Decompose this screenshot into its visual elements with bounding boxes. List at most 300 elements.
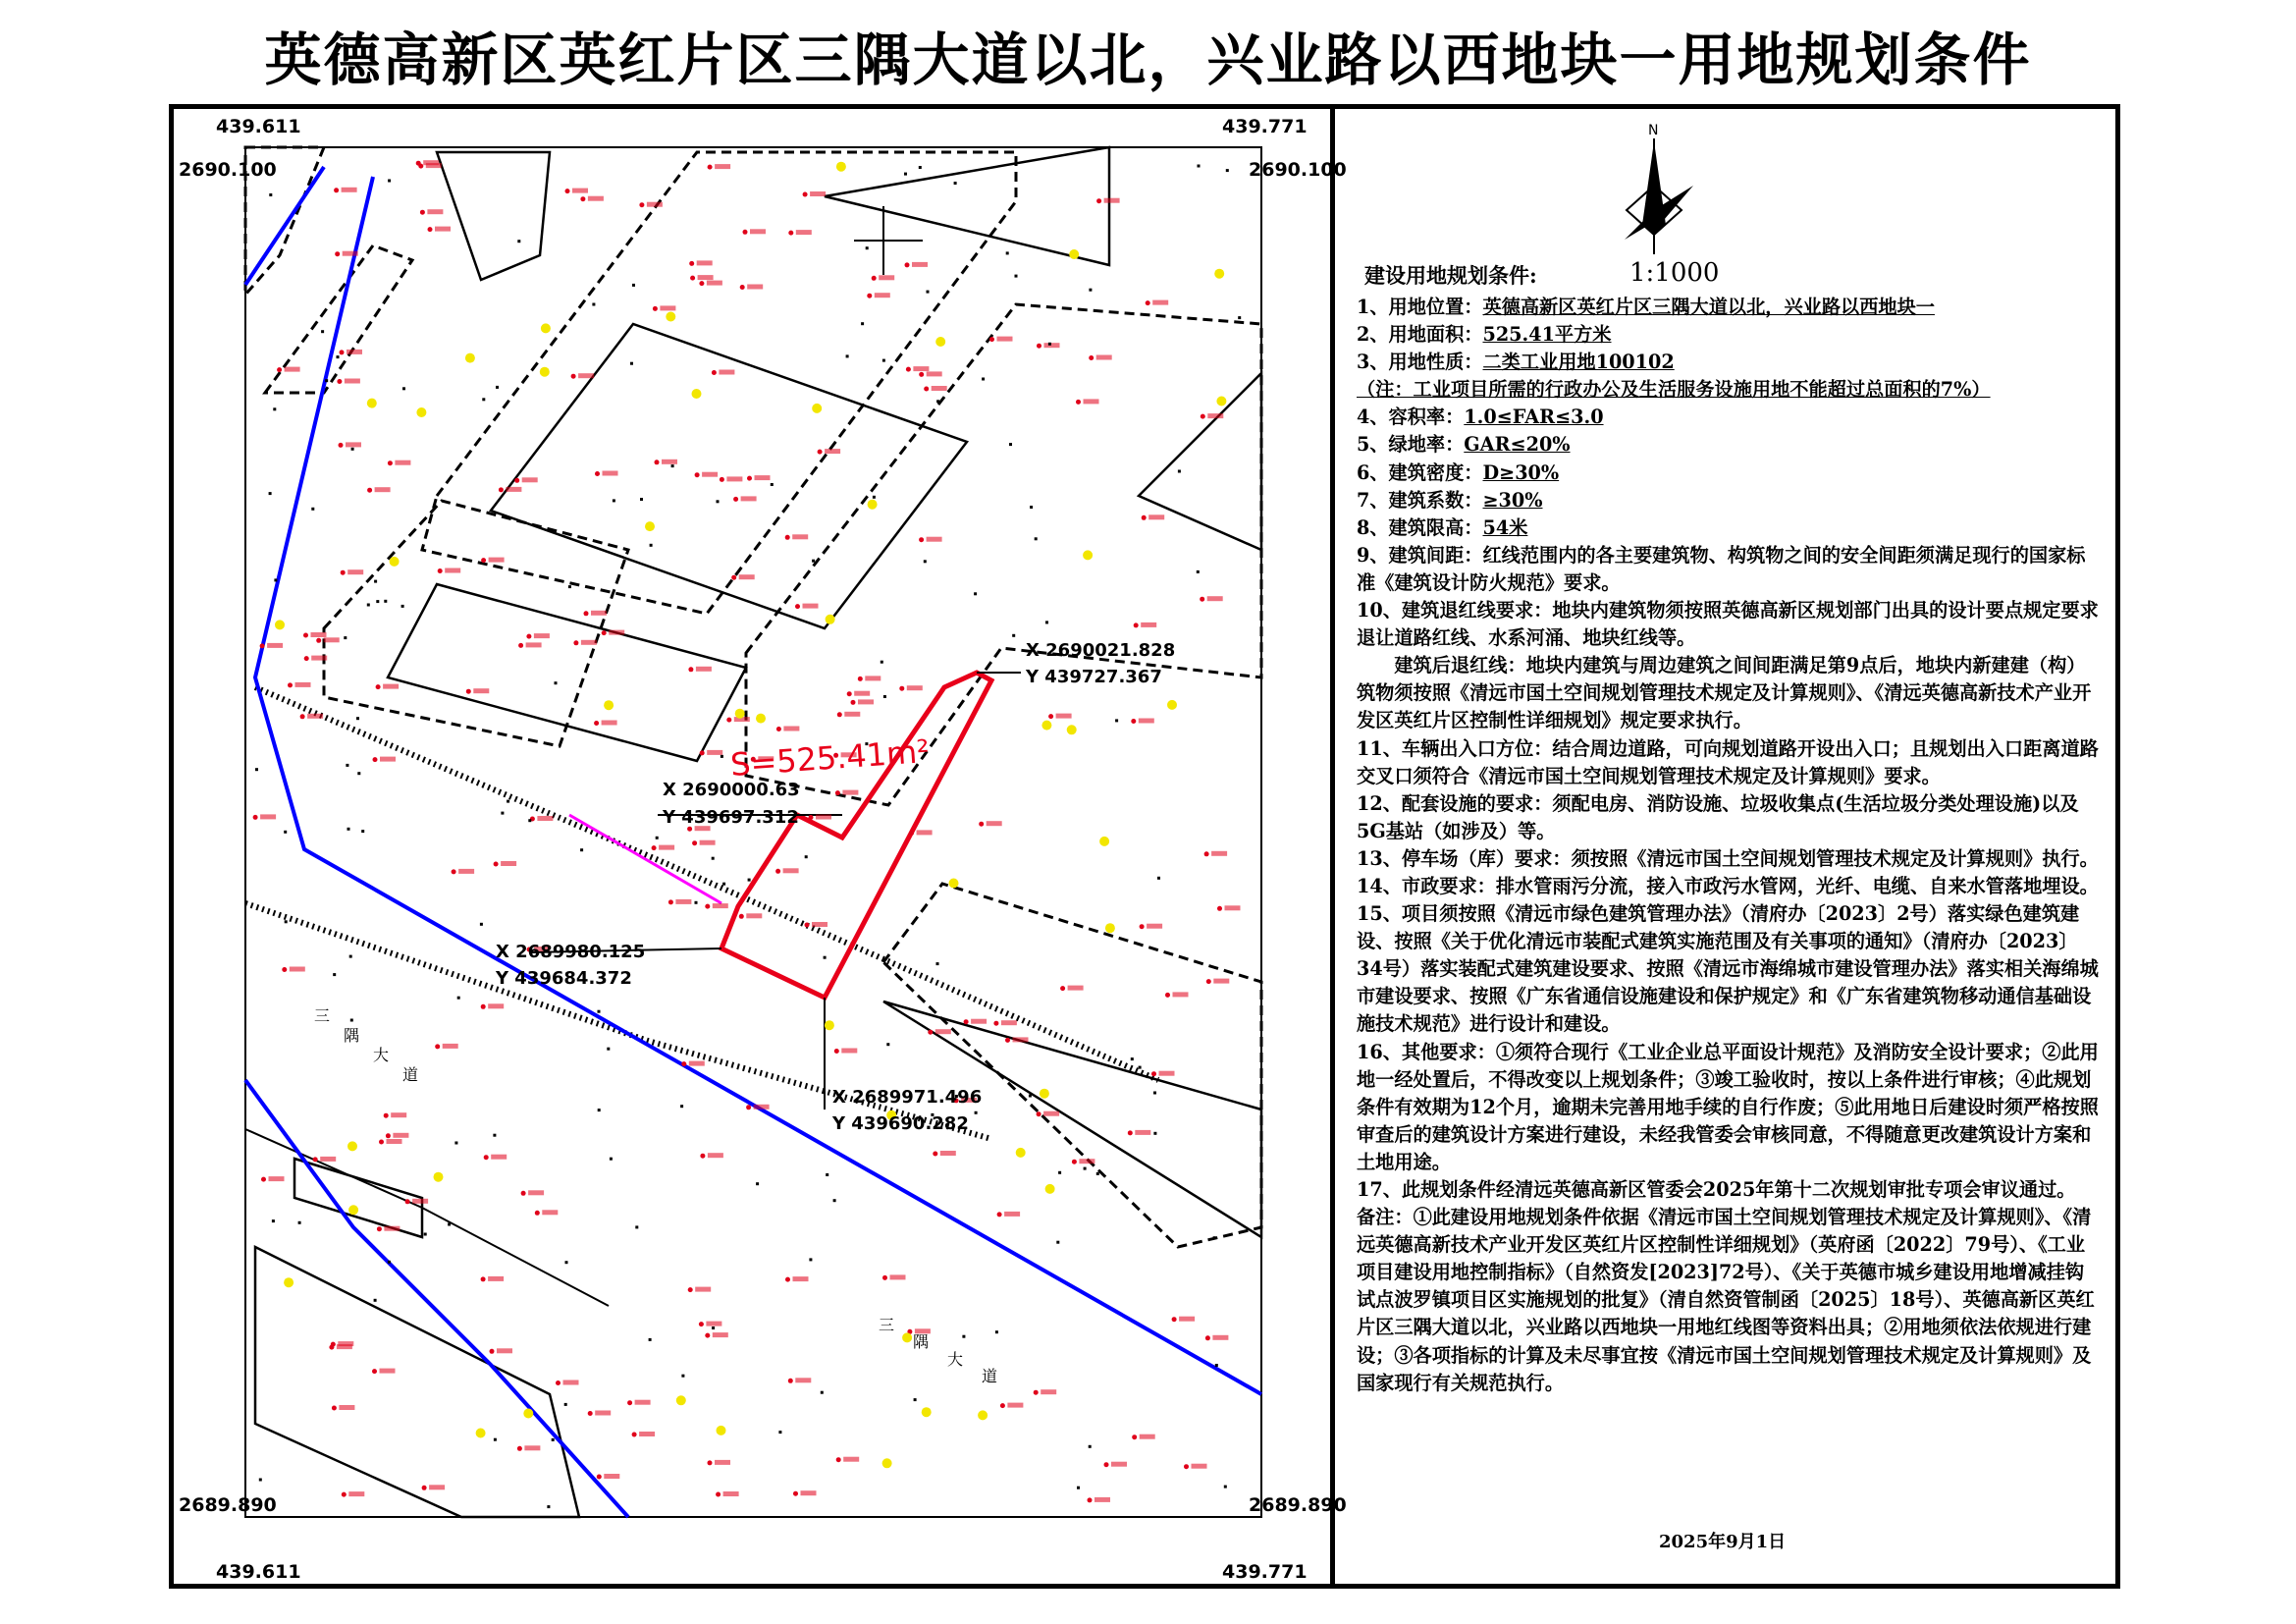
elevation-point xyxy=(1151,1071,1156,1076)
elevation-point xyxy=(872,276,877,281)
tree-symbol xyxy=(676,1395,686,1405)
building xyxy=(437,152,550,280)
tree-symbol xyxy=(645,521,655,531)
survey-point xyxy=(824,956,827,959)
elevation-value-mark xyxy=(537,816,553,821)
elevation-point xyxy=(428,227,433,232)
elevation-value-mark xyxy=(723,1491,739,1496)
elevation-value-mark xyxy=(907,685,923,690)
survey-point xyxy=(904,173,907,176)
elevation-value-mark xyxy=(324,637,340,642)
survey-point xyxy=(507,800,509,803)
elevation-value-mark xyxy=(707,750,722,755)
tree-symbol xyxy=(1167,700,1177,710)
survey-point xyxy=(480,923,483,926)
condition-value: 1.0≤FAR≤3.0 xyxy=(1464,406,1604,429)
point-4-y: Y 439690.282 xyxy=(832,1113,969,1134)
elevation-point xyxy=(261,1177,266,1182)
elevation-point xyxy=(584,611,589,616)
elevation-point xyxy=(282,967,287,972)
elevation-point xyxy=(1096,198,1101,203)
road-name-char: 三 xyxy=(314,1006,331,1025)
elevation-value-mark xyxy=(412,1199,428,1204)
elevation-point xyxy=(805,923,810,928)
elevation-value-mark xyxy=(660,305,675,310)
elevation-value-mark xyxy=(913,366,929,371)
elevation-point xyxy=(565,189,570,193)
survey-point xyxy=(886,1043,889,1046)
elevation-value-mark xyxy=(1212,1335,1228,1340)
survey-point xyxy=(321,330,324,333)
survey-point xyxy=(384,600,387,603)
elevation-value-mark xyxy=(1207,413,1223,418)
tree-symbol xyxy=(284,1277,294,1287)
elevation-value-mark xyxy=(488,1276,504,1281)
elevation-value-mark xyxy=(932,386,947,391)
elevation-value-mark xyxy=(380,757,396,762)
elevation-point xyxy=(1000,1403,1005,1408)
survey-point xyxy=(272,1219,275,1222)
road-centerline xyxy=(245,167,324,285)
elevation-point xyxy=(788,1379,793,1383)
condition-value: 须按照《清远市国土空间规划管理技术规定及计算规则》执行。 xyxy=(1571,846,2099,870)
elevation-value-mark xyxy=(375,487,391,492)
elevation-point xyxy=(253,815,258,820)
coord-bottom-left-x: 439.611 xyxy=(216,1561,301,1583)
condition-label: 8、建筑限高： xyxy=(1357,515,1483,539)
elevation-value-mark xyxy=(1141,623,1156,627)
elevation-value-mark xyxy=(1135,1130,1150,1135)
survey-point xyxy=(494,1438,497,1441)
tree-symbol xyxy=(465,353,475,363)
elevation-point xyxy=(692,840,697,845)
elevation-point xyxy=(452,869,456,874)
condition-item xyxy=(1357,321,2103,349)
site-map xyxy=(174,109,1330,1584)
elevation-value-mark xyxy=(524,1445,540,1450)
elevation-value-mark xyxy=(1044,343,1060,348)
elevation-point xyxy=(681,1061,686,1066)
elevation-point xyxy=(1034,1390,1039,1395)
survey-point xyxy=(1089,1445,1092,1448)
elevation-value-mark xyxy=(501,861,516,866)
survey-point xyxy=(681,1375,684,1378)
elevation-point xyxy=(594,721,599,726)
survey-point xyxy=(259,1479,262,1482)
survey-point xyxy=(1157,877,1160,880)
condition-value: 排水管雨污分流，接入市政污水管网，光纤、电缆、自来水管落地埋设。 xyxy=(1495,874,2099,897)
survey-point xyxy=(1178,470,1181,473)
elevation-point xyxy=(418,164,423,169)
survey-point xyxy=(649,1338,652,1341)
survey-point xyxy=(333,973,336,976)
elevation-value-mark xyxy=(695,1287,711,1292)
survey-point xyxy=(756,1182,759,1185)
site-area-label: S=525.41m² xyxy=(728,731,932,784)
elevation-value-mark xyxy=(387,1139,402,1144)
tree-symbol xyxy=(902,1332,912,1342)
elevation-point xyxy=(731,575,736,580)
elevation-value-mark xyxy=(1159,1071,1175,1076)
elevation-value-mark xyxy=(803,604,819,609)
survey-point xyxy=(805,855,808,858)
survey-point xyxy=(632,284,635,287)
tree-symbol xyxy=(826,615,835,624)
survey-point xyxy=(424,1233,427,1236)
condition-value: （注：工业项目所需的行政办公及生活服务设施用地不能超过总面积的7%） xyxy=(1357,378,1991,402)
elevation-point xyxy=(597,1475,602,1480)
north-arrow-icon xyxy=(1605,117,1703,259)
survey-point xyxy=(919,166,922,169)
elevation-value-mark xyxy=(290,967,305,972)
tree-symbol xyxy=(922,1407,932,1417)
elevation-value-mark xyxy=(715,1460,730,1465)
elevation-value-mark xyxy=(383,684,399,689)
tree-symbol xyxy=(825,1020,834,1030)
tree-symbol xyxy=(1105,923,1115,933)
survey-point xyxy=(401,605,404,608)
elevation-point xyxy=(689,261,694,266)
elevation-value-mark xyxy=(706,1322,721,1326)
elevation-value-mark xyxy=(795,1378,811,1382)
elevation-point xyxy=(747,476,752,481)
elevation-point xyxy=(260,643,265,648)
coord-top-right-y: 2690.100 xyxy=(1249,159,1347,181)
condition-item xyxy=(1357,404,2103,431)
elevation-value-mark xyxy=(675,899,691,904)
elevation-point xyxy=(655,460,660,464)
survey-point xyxy=(1012,634,1015,637)
condition-value: 525.41平方米 xyxy=(1482,323,1612,347)
elevation-point xyxy=(388,460,393,465)
elevation-point xyxy=(377,1226,382,1231)
elevation-value-mark xyxy=(739,574,755,579)
road-name-char: 大 xyxy=(373,1046,390,1064)
survey-point xyxy=(388,180,391,183)
elevation-value-mark xyxy=(793,1276,809,1281)
survey-point xyxy=(493,1134,496,1137)
elevation-value-mark xyxy=(348,1491,364,1496)
elevation-point xyxy=(316,638,321,643)
survey-point xyxy=(350,1019,353,1022)
road-name-char: 道 xyxy=(402,1065,419,1084)
survey-point xyxy=(1096,1172,1099,1175)
elevation-point xyxy=(1217,906,1222,911)
road-name-char: 大 xyxy=(947,1350,964,1369)
elevation-value-mark xyxy=(1140,1435,1155,1439)
survey-point xyxy=(555,681,558,684)
elevation-value-mark xyxy=(346,442,361,447)
survey-point xyxy=(974,592,977,595)
elevation-value-mark xyxy=(342,188,357,192)
tree-symbol xyxy=(1214,269,1224,279)
elevation-value-mark xyxy=(754,1105,770,1110)
elevation-value-mark xyxy=(842,790,858,795)
tree-symbol xyxy=(1216,397,1226,406)
condition-item xyxy=(1357,845,2103,873)
elevation-point xyxy=(705,904,710,909)
elevation-point xyxy=(882,1275,887,1280)
tree-symbol xyxy=(434,1172,444,1182)
condition-label: 14、市政要求： xyxy=(1357,874,1496,897)
elevation-value-mark xyxy=(783,727,799,731)
elevation-point xyxy=(688,667,693,672)
survey-point xyxy=(501,812,504,815)
elevation-point xyxy=(906,367,911,372)
condition-value: 二类工业用地100102 xyxy=(1482,351,1675,374)
elevation-value-mark xyxy=(603,471,618,476)
building xyxy=(1139,373,1261,550)
elevation-value-mark xyxy=(854,691,870,696)
survey-point xyxy=(809,1258,812,1261)
point-3-y: Y 439684.372 xyxy=(496,968,632,989)
elevation-point xyxy=(484,1155,489,1160)
elevation-point xyxy=(851,700,856,705)
building-outline xyxy=(883,884,1261,1247)
elevation-point xyxy=(708,165,713,170)
condition-value: 54米 xyxy=(1482,515,1528,539)
building-outline xyxy=(746,304,1261,805)
survey-point xyxy=(568,585,571,588)
elevation-value-mark xyxy=(602,721,617,726)
elevation-value-mark xyxy=(1084,399,1099,404)
survey-point xyxy=(712,857,715,860)
elevation-value-mark xyxy=(1068,986,1084,991)
survey-point xyxy=(962,1335,965,1338)
point-3-x: X 2689980.125 xyxy=(496,942,646,962)
elevation-value-mark xyxy=(347,350,362,354)
coord-bottom-right-x: 439.771 xyxy=(1222,1561,1308,1583)
condition-label: 15、 xyxy=(1357,902,1402,926)
survey-point xyxy=(592,303,595,306)
elevation-value-mark xyxy=(489,558,505,563)
survey-point xyxy=(936,400,939,403)
tree-symbol xyxy=(1040,1089,1049,1099)
elevation-value-mark xyxy=(841,1049,857,1054)
tree-symbol xyxy=(978,1410,988,1420)
elevation-value-mark xyxy=(783,868,799,873)
elevation-point xyxy=(733,497,738,502)
elevation-point xyxy=(420,210,425,215)
elevation-point xyxy=(909,831,914,836)
elevation-value-mark xyxy=(1079,1159,1095,1164)
elevation-point xyxy=(720,477,724,482)
building xyxy=(255,1247,579,1517)
survey-point xyxy=(630,362,633,365)
elevation-value-mark xyxy=(1096,355,1112,360)
elevation-point xyxy=(834,1049,839,1054)
survey-point xyxy=(1213,1236,1216,1239)
elevation-point xyxy=(639,202,644,207)
elevation-point xyxy=(376,684,381,689)
elevation-value-mark xyxy=(741,496,757,501)
elevation-point xyxy=(712,370,717,375)
elevation-point xyxy=(847,691,852,696)
elevation-value-mark xyxy=(647,202,663,207)
survey-point xyxy=(826,1173,828,1176)
elevation-point xyxy=(1037,1111,1041,1116)
survey-point xyxy=(954,182,957,185)
survey-point xyxy=(598,1010,601,1013)
elevation-value-mark xyxy=(917,830,933,835)
elevation-value-mark xyxy=(747,285,763,290)
elevation-point xyxy=(746,1105,751,1110)
survey-point xyxy=(778,1431,781,1434)
survey-point xyxy=(337,355,340,358)
elevation-value-mark xyxy=(997,337,1013,342)
elevation-point xyxy=(867,294,872,298)
elevation-value-mark xyxy=(343,251,358,256)
elevation-point xyxy=(288,682,293,687)
elevation-value-mark xyxy=(639,1432,655,1436)
elevation-value-mark xyxy=(588,196,604,201)
elevation-value-mark xyxy=(581,640,597,645)
survey-point xyxy=(552,1438,555,1441)
condition-label: 6、建筑密度： xyxy=(1357,460,1483,484)
road-name-char: 隅 xyxy=(344,1026,360,1045)
elevation-point xyxy=(652,845,657,850)
elevation-point xyxy=(795,604,800,609)
condition-value: 结合周边道路，可向规划道路开设出入口；且规划出入口距离道路交叉口须符合《清远市国土空间规划管理技术规定及计算规则》要求。 xyxy=(1357,736,2099,787)
survey-point xyxy=(610,1158,613,1161)
condition-label: 10、建筑退红线要求： xyxy=(1357,599,1553,623)
survey-point xyxy=(598,1109,601,1111)
tree-symbol xyxy=(604,700,614,710)
survey-point xyxy=(1131,1057,1134,1060)
elevation-point xyxy=(341,570,346,575)
elevation-point xyxy=(1204,851,1209,856)
condition-item xyxy=(1357,652,2103,734)
elevation-point xyxy=(499,487,504,492)
condition-value: ①须符合现行《工业企业总平面设计规范》及消防安全设计要求；②此用地一经处置后，不得改变以上规划条件；③竣工验收时，按以上条件进行审核；④此规划条件有效期为12个月，逾期未完善用地手续的自行作废；⑤此用地日后建设时须严格按照审查后的建筑设计方案进行建设，未经我管委会审核同意，不得随意更改建筑设计方案和土地用途。 xyxy=(1357,1040,2099,1173)
elevation-point xyxy=(1172,1317,1177,1322)
elevation-point xyxy=(989,337,994,342)
elevation-value-mark xyxy=(1207,596,1223,601)
survey-point xyxy=(635,1225,638,1228)
elevation-point xyxy=(699,1322,704,1326)
condition-label: 1、用地位置： xyxy=(1357,296,1483,318)
elevation-point xyxy=(481,558,486,563)
elevation-point xyxy=(835,790,840,795)
elevation-point xyxy=(438,568,443,573)
elevation-point xyxy=(1134,623,1139,627)
tree-symbol xyxy=(523,1409,533,1419)
elevation-point xyxy=(1048,714,1053,719)
elevation-point xyxy=(1184,1464,1189,1469)
survey-point xyxy=(1030,506,1033,509)
survey-point xyxy=(1153,1132,1156,1135)
elevation-value-mark xyxy=(940,1151,956,1156)
elevation-value-mark xyxy=(528,1190,544,1195)
tree-symbol xyxy=(347,1141,357,1151)
condition-label: 4、容积率： xyxy=(1357,406,1465,429)
elevation-point xyxy=(340,350,345,354)
elevation-value-mark xyxy=(307,714,323,719)
elevation-point xyxy=(580,196,585,201)
survey-point xyxy=(1035,537,1038,540)
elevation-point xyxy=(905,262,910,267)
elevation-value-mark xyxy=(260,814,276,819)
elevation-value-mark xyxy=(816,815,831,820)
elevation-point xyxy=(490,1349,495,1354)
elevation-point xyxy=(785,1277,790,1282)
elevation-value-mark xyxy=(801,1490,817,1495)
elevation-value-mark xyxy=(595,1411,611,1416)
survey-point xyxy=(846,354,849,357)
survey-point xyxy=(1077,1487,1080,1489)
elevation-value-mark xyxy=(534,633,550,638)
elevation-point xyxy=(979,822,984,827)
condition-label: 9、建筑间距： xyxy=(1357,543,1483,567)
elevation-point xyxy=(514,478,519,483)
survey-point xyxy=(388,1261,391,1264)
elevation-value-mark xyxy=(713,1332,728,1337)
elevation-value-mark xyxy=(497,1348,512,1353)
survey-point xyxy=(721,755,723,758)
survey-point xyxy=(712,1326,715,1329)
elevation-value-mark xyxy=(971,1019,987,1024)
survey-point xyxy=(924,560,927,563)
elevation-value-mark xyxy=(578,373,594,378)
elevation-value-mark xyxy=(1104,198,1120,203)
condition-label: 17、 xyxy=(1357,1178,1402,1201)
elevation-value-mark xyxy=(702,472,718,477)
survey-point xyxy=(402,387,405,390)
elevation-point xyxy=(690,276,695,281)
survey-point xyxy=(1015,275,1018,278)
road-edge-hatch xyxy=(255,687,1158,1080)
tree-symbol xyxy=(390,557,400,567)
survey-point xyxy=(346,764,348,767)
condition-label: 5、绿地率： xyxy=(1357,433,1465,457)
conditions-panel xyxy=(1335,109,2115,1584)
elevation-point xyxy=(743,230,748,235)
elevation-value-mark xyxy=(935,1029,951,1034)
elevation-value-mark xyxy=(1056,714,1072,719)
survey-point xyxy=(1084,1167,1087,1170)
survey-point xyxy=(640,498,643,501)
elevation-point xyxy=(705,1333,710,1338)
elevation-value-mark xyxy=(526,642,542,647)
condition-value: ≥30% xyxy=(1482,488,1543,512)
elevation-point xyxy=(997,1212,1002,1217)
tree-symbol xyxy=(416,407,426,417)
condition-item xyxy=(1357,1039,2103,1176)
survey-point xyxy=(927,291,930,294)
survey-point xyxy=(274,578,277,581)
elevation-point xyxy=(277,367,282,372)
survey-point xyxy=(564,1403,567,1406)
survey-point xyxy=(656,837,659,839)
elevation-value-mark xyxy=(792,534,808,539)
elevation-value-mark xyxy=(488,1003,504,1008)
elevation-value-mark xyxy=(285,367,300,372)
elevation-point xyxy=(695,472,700,477)
point-1-y: Y 439727.367 xyxy=(1026,667,1162,687)
coord-top-right-x: 439.771 xyxy=(1222,116,1308,137)
elevation-value-mark xyxy=(708,1153,723,1158)
elevation-value-mark xyxy=(1111,1462,1127,1467)
elevation-value-mark xyxy=(320,1157,336,1162)
elevation-value-mark xyxy=(1225,905,1241,910)
condition-value: 英德高新区英红片区三隅大道以北，兴业路以西地块一 xyxy=(1482,296,1935,318)
elevation-point xyxy=(1131,719,1136,724)
survey-point xyxy=(298,1221,301,1224)
elevation-value-mark xyxy=(267,643,283,648)
page-title: 英德高新区英红片区三隅大道以北，兴业路以西地块一用地规划条件 xyxy=(264,27,2032,93)
point-2-x: X 2690000.63 xyxy=(663,780,800,800)
elevation-value-mark xyxy=(426,163,442,168)
